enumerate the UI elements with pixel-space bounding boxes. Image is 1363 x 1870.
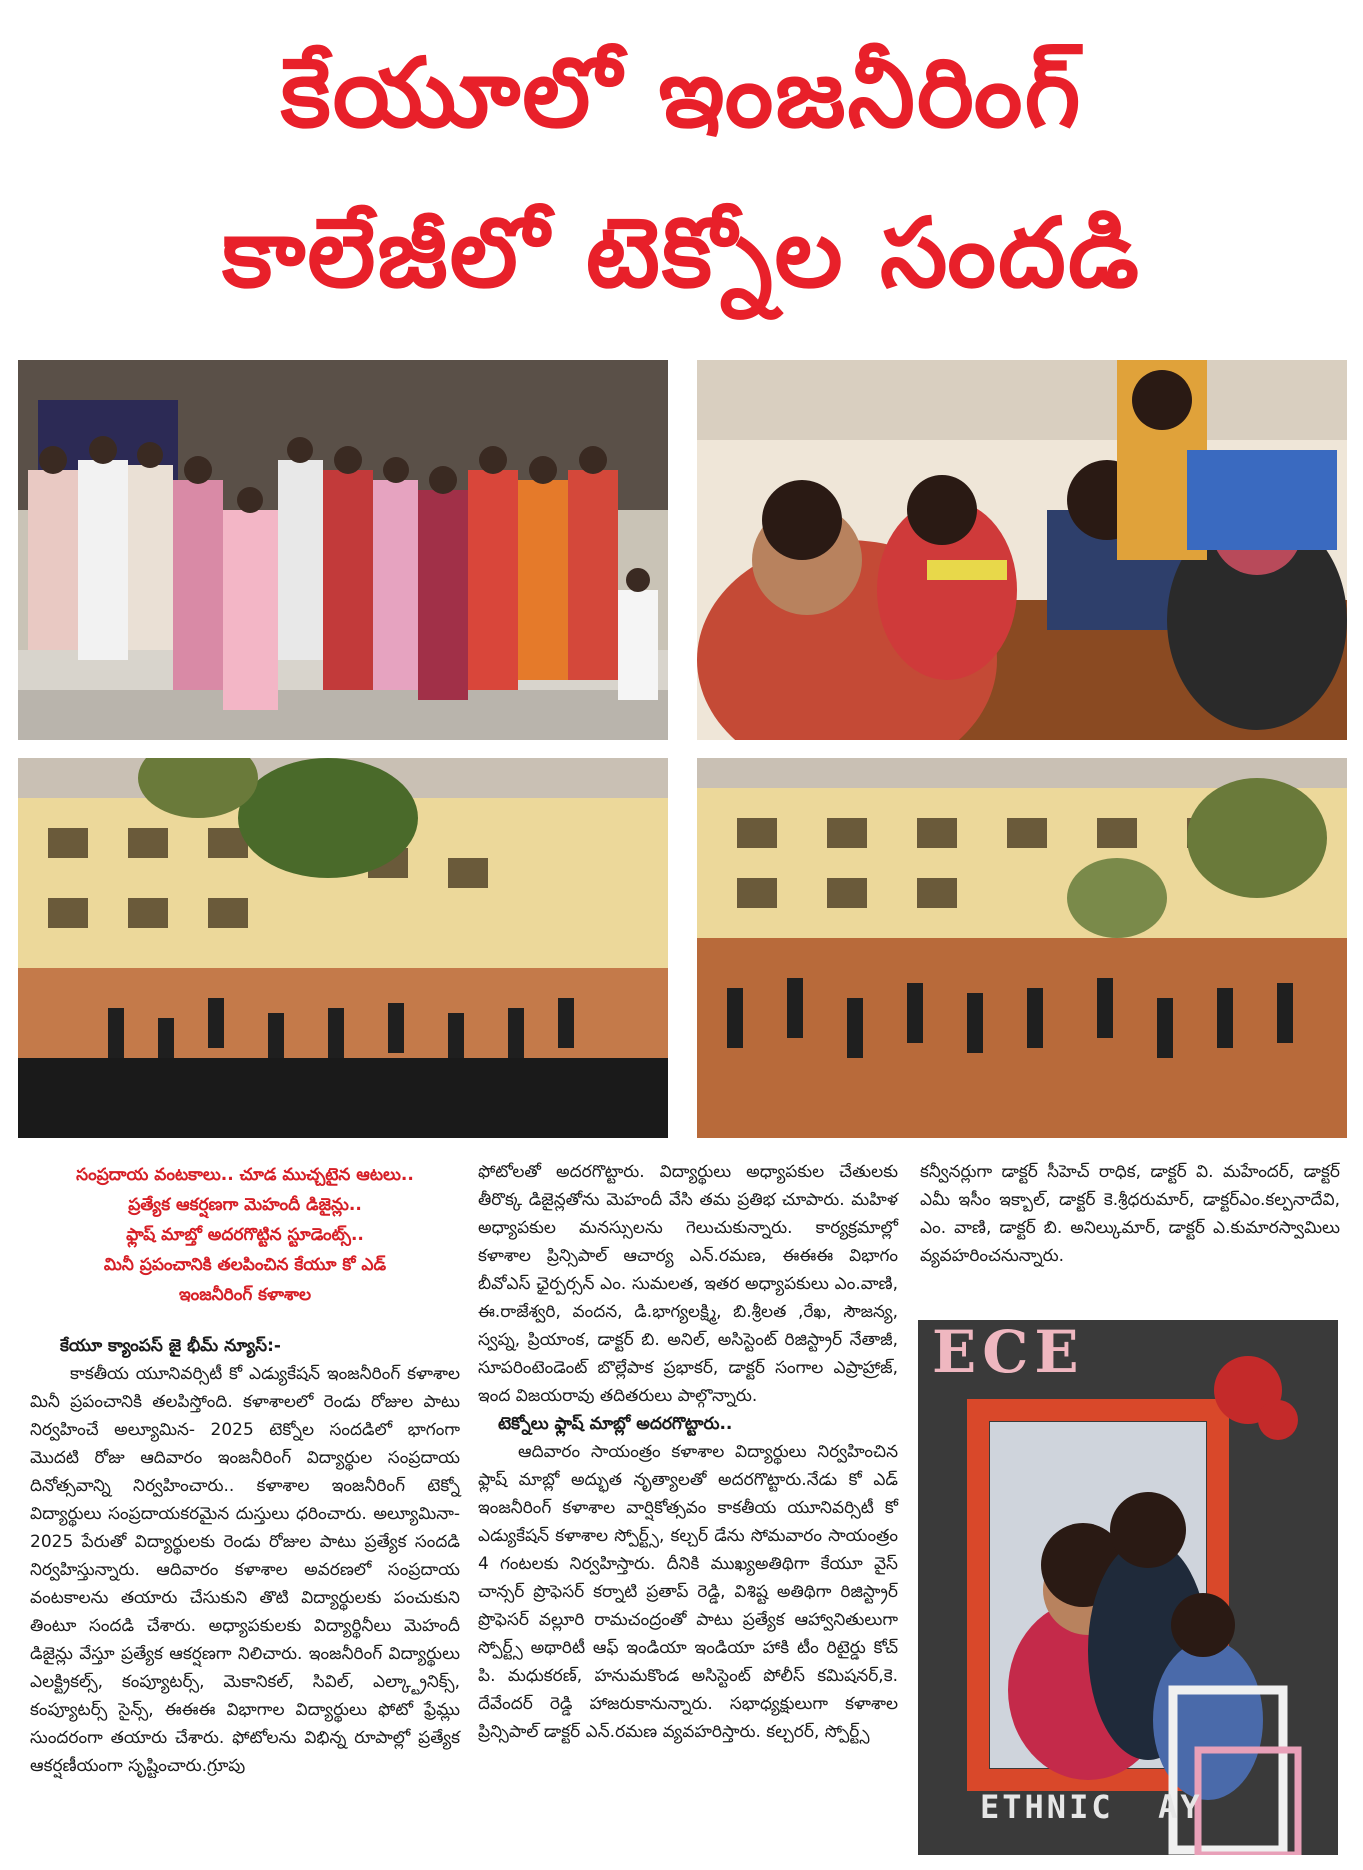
flash-mob-subheading: టెక్నోలు ఫ్లాష్ మాబ్లో అదరగొట్టారు.. bbox=[498, 1414, 733, 1434]
flash-mob-photo-right bbox=[697, 758, 1347, 1138]
blurb-line-1: సంప్రదాయ వంటకాలు.. చూడ ముచ్చటైన ఆటలు.. bbox=[76, 1165, 414, 1185]
headline-line-1: కేయూలో ఇంజనీరింగ్ bbox=[280, 37, 1083, 149]
ethnic-day-label: ETHNIC AY bbox=[980, 1788, 1203, 1826]
flash-mob-photo-left bbox=[18, 758, 668, 1138]
blurb-line-4: మినీ ప్రపంచానికి తలపించిన కేయూ కో ఎడ్ bbox=[103, 1255, 387, 1275]
ece-label: ECE bbox=[932, 1320, 1085, 1386]
article-body-col2: ఫోటోలతో అదరగొట్టారు. విద్యార్థులు అధ్యాపకుల చేతులకు తీరొక్క డిజైన్లతోను మెహందీ వేసి తమ ప్రతిభ చూపారు. మహిళ అధ్యాపకుల మనస్సులను గెలుచుకున్నారు. కార్యక్రమాల్లో కళాశాల ప్రిన్సిపాల్ ఆచార్య ఎన్.రమణ, ఈఈఈ విభాగం బీవోఎస్ ఛైర్పర్సన్ ఎం. సుమలత, ఇతర అధ్యాపకులు ఎం.వాణి, ఈ.రాజేశ్వరి, వందన, డి.భాగ్యలక్ష్మి, బి.శ్రీలత ,రేఖ, సౌజన్య, స్వప్న, ప్రియాంక, డాక్టర్ బి. అనిల్, అసిస్టెంట్ రిజిస్ట్రార్ నేతాజీ, సూపరింటెండెంట్ బొల్లేపాక ప్రభాకర్, డాక్టర్ సంగాల ఎప్రాహ్రాజ్, ఇంద విజయరావు తదితరులు పాల్గొన్నారు. bbox=[478, 1162, 898, 1406]
blurb-line-2: ప్రత్యేక ఆకర్షణగా మెహందీ డిజైన్లు.. bbox=[128, 1195, 362, 1215]
article-body-col1: కాకతీయ యూనివర్సిటీ కో ఎడ్యుకేషన్ ఇంజనీరింగ్ కళాశాల మినీ ప్రపంచానికి తలపిస్తోంది. కళాశాలలో రెండు రోజుల పాటు నిర్వహించే అల్యూమిన- 2025 టెక్నోల సందడిలో భాగంగా మొదటి రోజు ఆదివారం ఇంజనీరింగ్ విద్యార్థుల సంప్రదాయ దినోత్సవాన్ని నిర్వహించారు.. కళాశాల ఇంజనీరింగ్ టెక్నో విద్యార్థులు సంప్రదాయకరమైన దుస్తులు ధరించారు. అల్యూమినా- 2025 పేరుతో విద్యార్థులకు రెండు రోజుల పాటు ప్రత్యేక సందడి నిర్వహిస్తున్నారు. ఆదివారం కళాశాల అవరణలో సంప్రదాయ వంటకాలను తయారు చేసుకుని తొటి విద్యార్థులకు పంచుకుని తింటూ సందడి చేశారు. అధ్యాపకులకు విద్యార్థినీలు మెహందీ డిజైన్లు వేస్తూ ప్రత్యేక ఆకర్షణగా నిలిచారు. ఇంజనీరింగ్ విద్యార్థులు ఎలక్ట్రికల్స్, కంప్యూటర్స్, మెకానికల్, సివిల్, ఎల్క్ట్రానిక్స్, కంప్యూటర్స్ సైన్స్, ఈఈఈ విభాగాల విద్యార్థులు ఫోటో ఫ్రేమ్లు సుందరంగా తయారు చేశారు. ఫోటోలను విభిన్న రూపాల్లో ప్రత్యేక ఆకర్షణీయంగా సృష్టించారు.గ్రూపు bbox=[30, 1364, 460, 1776]
ethnic-day-photo bbox=[918, 1320, 1338, 1855]
article-blurb bbox=[30, 1160, 460, 1310]
mehendi-photo bbox=[697, 360, 1347, 740]
blurb-line-3: ఫ్లాష్ మాబ్తో అదరగొట్టిన స్టూడెంట్స్.. bbox=[126, 1225, 364, 1245]
article-column-1 bbox=[30, 1160, 460, 1780]
article-column-3 bbox=[920, 1158, 1340, 1270]
headline-line-2: కాలేజీలో టెక్నోల సందడి bbox=[222, 197, 1141, 309]
dateline: కేయూ క్యాంపస్ జై భీమ్ న్యూస్:- bbox=[60, 1336, 281, 1356]
article-column-2 bbox=[478, 1158, 898, 1746]
article-body-col2-part2: ఆదివారం సాయంత్రం కళాశాల విద్యార్థులు నిర్వహించిన ఫ్లాష్ మాబ్లో అద్భుత నృత్యాలతో అదరగొట్టారు.నేడు కో ఎడ్ ఇంజనీరింగ్ కళాశాల వార్షికోత్సవం కాకతీయ యూనివర్సిటీ కో ఎడ్యుకేషన్ కళాశాల స్పోర్ట్స్, కల్చర్ డేను సోమవారం సాయంత్రం 4 గంటలకు నిర్వహిస్తారు. దీనికి ముఖ్యఅతిథిగా కేయూ వైస్ చాన్సర్ ప్రొఫెసర్ కర్నాటి ప్రతాప్ రెడ్డి, విశిష్ట అతిథిగా రిజిస్ట్రార్ ప్రొఫెసర్ వల్లూరి రామచంద్రంతో పాటు ప్రత్యేక ఆహ్వానితులుగా స్పోర్ట్స్ అథారిటీ ఆఫ్ ఇండియా ఇండియా హాకి టీం రిటైర్డు కోచ్ పి. మధుకరణ్, హనుమకొండ అసిస్టెంట్ పోలీస్ కమిషనర్,కె. దేవేందర్ రెడ్డి హాజరుకానున్నారు. సభాధ్యక్షులుగా కళాశాల ప్రిన్సిపాల్ డాక్టర్ ఎన్.రమణ వ్యవహరిస్తారు. కల్చరర్, స్పోర్ట్స్ bbox=[478, 1442, 898, 1742]
blurb-line-5: ఇంజనీరింగ్ కళాశాల bbox=[178, 1285, 312, 1305]
article-body-col3: కన్వీనర్లుగా డాక్టర్ సీహెచ్ రాధిక, డాక్టర్ వి. మహేందర్, డాక్టర్ ఎమీ ఇసీం ఇక్బాల్, డాక్టర్ కె.శ్రీధరుమార్, డాక్టర్ఎం.కల్పనాదేవి, ఎం. వాణి, డాక్టర్ బి. అనిల్కుమార్, డాక్టర్ ఎ.కుమారస్వామిలు వ్యవహరించనున్నారు. bbox=[920, 1162, 1340, 1266]
group-photo bbox=[18, 360, 668, 740]
